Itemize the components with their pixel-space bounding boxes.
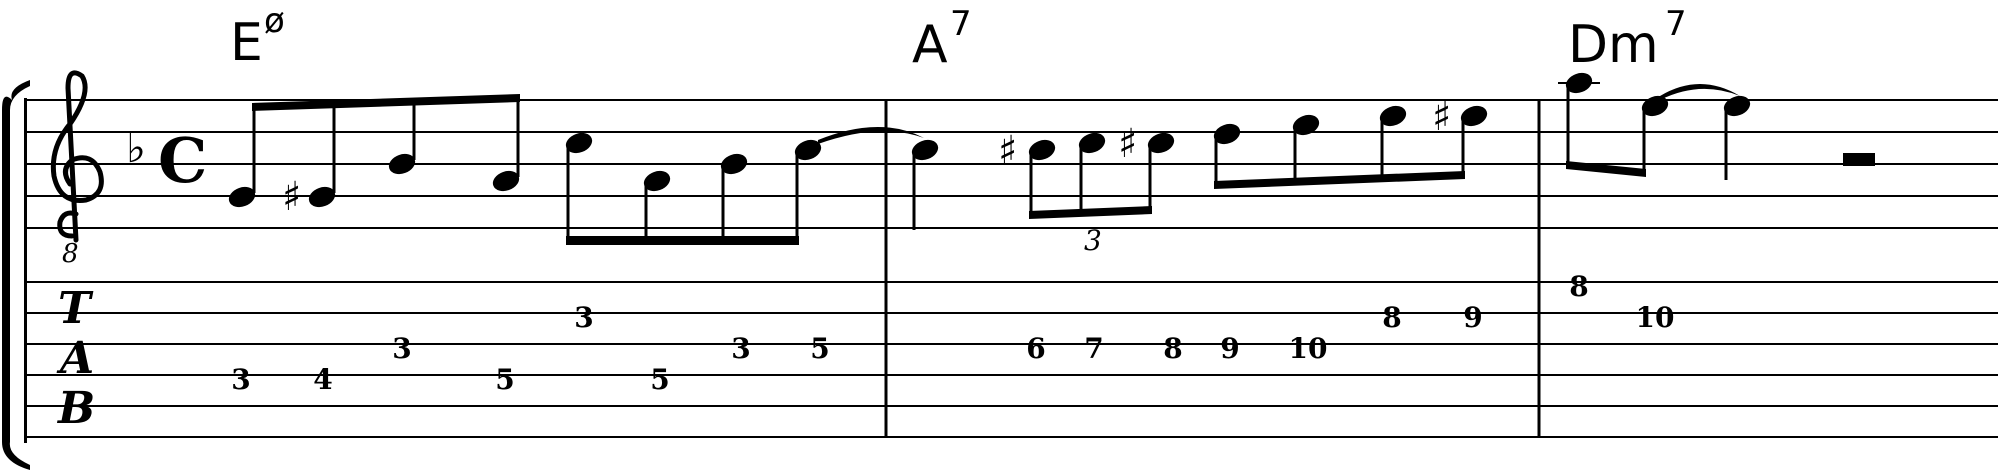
time-signature: C — [158, 124, 208, 197]
tab-number: 3 — [392, 332, 412, 365]
tab-number: 10 — [1288, 332, 1328, 365]
tab-number: 7 — [1084, 332, 1104, 365]
sharp-icon: ♯ — [1432, 94, 1452, 140]
octave-mark: 8 — [62, 239, 79, 269]
system-start-line — [24, 98, 27, 443]
measure-1-notes — [227, 94, 924, 245]
tab-number: 9 — [1463, 301, 1483, 334]
chord-root: A — [912, 15, 948, 75]
beam — [1214, 171, 1465, 189]
sharp-icon: ♯ — [998, 128, 1018, 174]
chord-symbol-dm7 — [1568, 4, 1687, 75]
tuplet-number: 3 — [1084, 224, 1102, 257]
tab-number: 5 — [495, 363, 515, 396]
chord-symbol-e-half-diminished — [230, 1, 285, 73]
barlines — [886, 100, 1539, 437]
tab-clef — [56, 283, 95, 434]
beam — [566, 236, 799, 245]
tie — [818, 127, 924, 144]
sharp-icon: ♯ — [282, 174, 302, 220]
chord-quality: ø — [264, 1, 285, 41]
chord-symbol-a7 — [912, 4, 972, 75]
tie — [1660, 84, 1740, 100]
tab-number: 4 — [313, 363, 333, 396]
chord-quality: 7 — [950, 4, 972, 44]
tab-clef-a: A — [60, 333, 95, 384]
tab-clef-b: B — [58, 383, 96, 434]
tab-staff — [24, 282, 1998, 437]
tab-number: 3 — [731, 332, 751, 365]
tab-clef-t: T — [58, 283, 91, 334]
tab-number: 8 — [1569, 270, 1589, 303]
key-signature-flat-icon: ♭ — [126, 123, 146, 172]
beam — [252, 94, 520, 111]
measure-2-notes — [910, 103, 1490, 230]
tab-number: 9 — [1220, 332, 1240, 365]
beam — [1029, 206, 1152, 219]
chord-root: Dm — [1568, 15, 1659, 75]
treble-clef-icon — [53, 73, 101, 240]
sharp-icon: ♯ — [1118, 121, 1138, 167]
tab-number: 6 — [1026, 332, 1046, 365]
tab-numbers — [231, 270, 1674, 396]
tab-number: 3 — [574, 301, 594, 334]
chord-quality: 7 — [1665, 4, 1687, 44]
chord-root: E — [230, 13, 263, 73]
tab-number: 5 — [810, 332, 830, 365]
tab-number: 3 — [231, 363, 251, 396]
tab-number: 5 — [650, 363, 670, 396]
tab-number: 8 — [1382, 301, 1402, 334]
tab-number: 8 — [1163, 332, 1183, 365]
tab-number: 10 — [1635, 301, 1675, 334]
half-rest-icon — [1843, 153, 1875, 166]
